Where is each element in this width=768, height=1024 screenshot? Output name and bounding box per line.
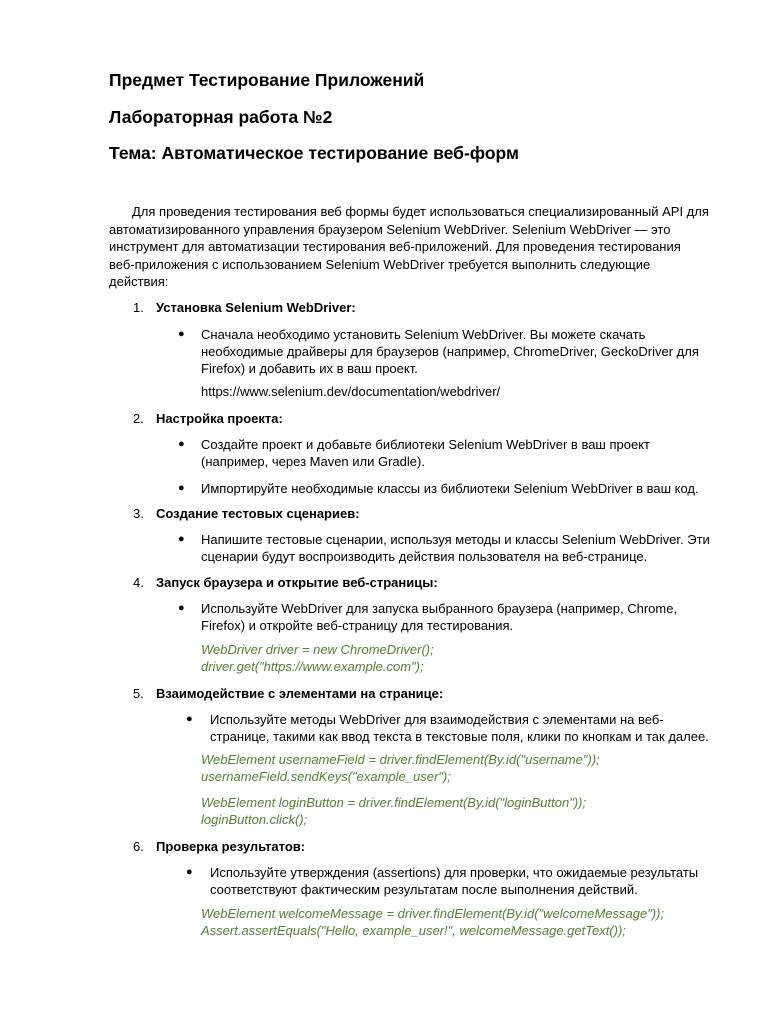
bullet-line: странице, такими как ввод текста в текстовые поля, клики по кнопкам и так далее. (210, 729, 709, 744)
step-3-bullet-1 (201, 531, 710, 565)
step-5-number: 5. (133, 686, 144, 701)
bullet-line: (например, через Maven или Gradle). (201, 454, 425, 469)
bullet-line: Используйте утверждения (assertions) для проверки, что ожидаемые результаты (210, 865, 699, 880)
bullet-line: Напишите тестовые сценарии, используя методы и классы Selenium WebDriver. Эти (201, 532, 710, 547)
step-4-title: Запуск браузера и открытие веб-страницы: (156, 575, 438, 590)
step-1-number: 1. (133, 300, 144, 315)
code-block (201, 795, 586, 828)
step-4-bullet-1 (201, 600, 677, 634)
bullet-line: Используйте WebDriver для запуска выбранного браузера (например, Chrome, (201, 601, 678, 616)
code-block (201, 752, 600, 785)
step-5-title: Взаимодействие с элементами на странице: (156, 686, 444, 701)
bullet-line: Firefox) и откройте веб-страницу для тестирования. (201, 618, 514, 633)
intro-paragraph (109, 203, 709, 291)
bullet-icon: ● (178, 533, 185, 545)
bullet-line: соответствуют фактическим результатам после выполнения действий. (210, 882, 638, 897)
code-line: WebElement welcomeMessage = driver.findElement(By.id("welcomeMessage")); (201, 906, 665, 921)
code-line: usernameField.sendKeys("example_user"); (201, 768, 451, 784)
intro-line: действия: (109, 274, 169, 289)
step-5-bullet-1 (210, 711, 709, 745)
intro-line: инструмент для автоматизации тестирования веб-приложений. Для проведения тестирования (109, 239, 681, 254)
code-line: WebElement loginButton = driver.findElement(By.id("loginButton")); (201, 795, 587, 810)
bullet-line: Создайте проект и добавьте библиотеки Selenium WebDriver в ваш проект (201, 437, 650, 452)
bullet-line: Сначала необходимо установить Selenium WebDriver. Вы можете скачать (201, 327, 646, 342)
step-6-title: Проверка результатов: (156, 839, 306, 854)
code-block (201, 906, 664, 939)
intro-line: Для проведения тестирования веб формы будет использоваться специализированный API для (132, 204, 709, 219)
step-4-number: 4. (133, 575, 144, 590)
bullet-line: сценарии будут воспроизводить действия пользователя на веб-странице. (201, 549, 648, 564)
step-6-number: 6. (133, 839, 144, 854)
bullet-icon: ● (178, 328, 185, 340)
step-3-number: 3. (133, 506, 144, 521)
step-6-bullet-1 (210, 864, 698, 898)
bullet-line: Firefox) и добавить их в ваш проект. (201, 361, 418, 376)
step-2-title: Настройка проекта: (156, 411, 283, 426)
bullet-line: необходимые драйверы для браузеров (например, ChromeDriver, GeckoDriver для (201, 344, 699, 359)
step-1-bullet-1 (201, 326, 699, 377)
step-3-title: Создание тестовых сценариев: (156, 506, 360, 521)
topic-heading: Тема: Автоматическое тестирование веб-форм (109, 143, 519, 163)
lab-heading: Лабораторная работа №2 (109, 107, 333, 127)
code-block (201, 642, 434, 675)
code-line: Assert.assertEquals("Hello, example_user!", welcomeMessage.getText()); (201, 922, 626, 938)
code-line: driver.get("https://www.example.com"); (201, 658, 424, 674)
code-line: WebElement usernameField = driver.findElement(By.id("username")); (201, 752, 600, 767)
subject-heading: Предмет Тестирование Приложений (109, 70, 425, 90)
bullet-icon: ● (178, 438, 185, 450)
selenium-docs-link[interactable]: https://www.selenium.dev/documentation/webdriver/ (201, 384, 501, 399)
bullet-icon: ● (186, 866, 193, 878)
bullet-icon: ● (178, 602, 185, 614)
intro-line: веб-приложения с использованием Selenium WebDriver требуется выполнить следующие (109, 256, 651, 272)
step-2-number: 2. (133, 411, 144, 426)
bullet-line: Импортируйте необходимые классы из библиотеки Selenium WebDriver в ваш код. (201, 481, 699, 496)
step-2-bullet-1 (201, 436, 650, 470)
code-line: WebDriver driver = new ChromeDriver(); (201, 642, 434, 657)
bullet-icon: ● (186, 713, 193, 725)
bullet-icon: ● (178, 482, 185, 494)
code-line: loginButton.click(); (201, 811, 308, 827)
bullet-line: Используйте методы WebDriver для взаимодействия с элементами на веб- (210, 712, 664, 727)
step-2-bullet-2 (201, 480, 699, 497)
step-1-title: Установка Selenium WebDriver: (156, 300, 356, 315)
intro-line: автоматизированного управления браузером Selenium WebDriver. Selenium WebDriver — это (109, 221, 671, 237)
